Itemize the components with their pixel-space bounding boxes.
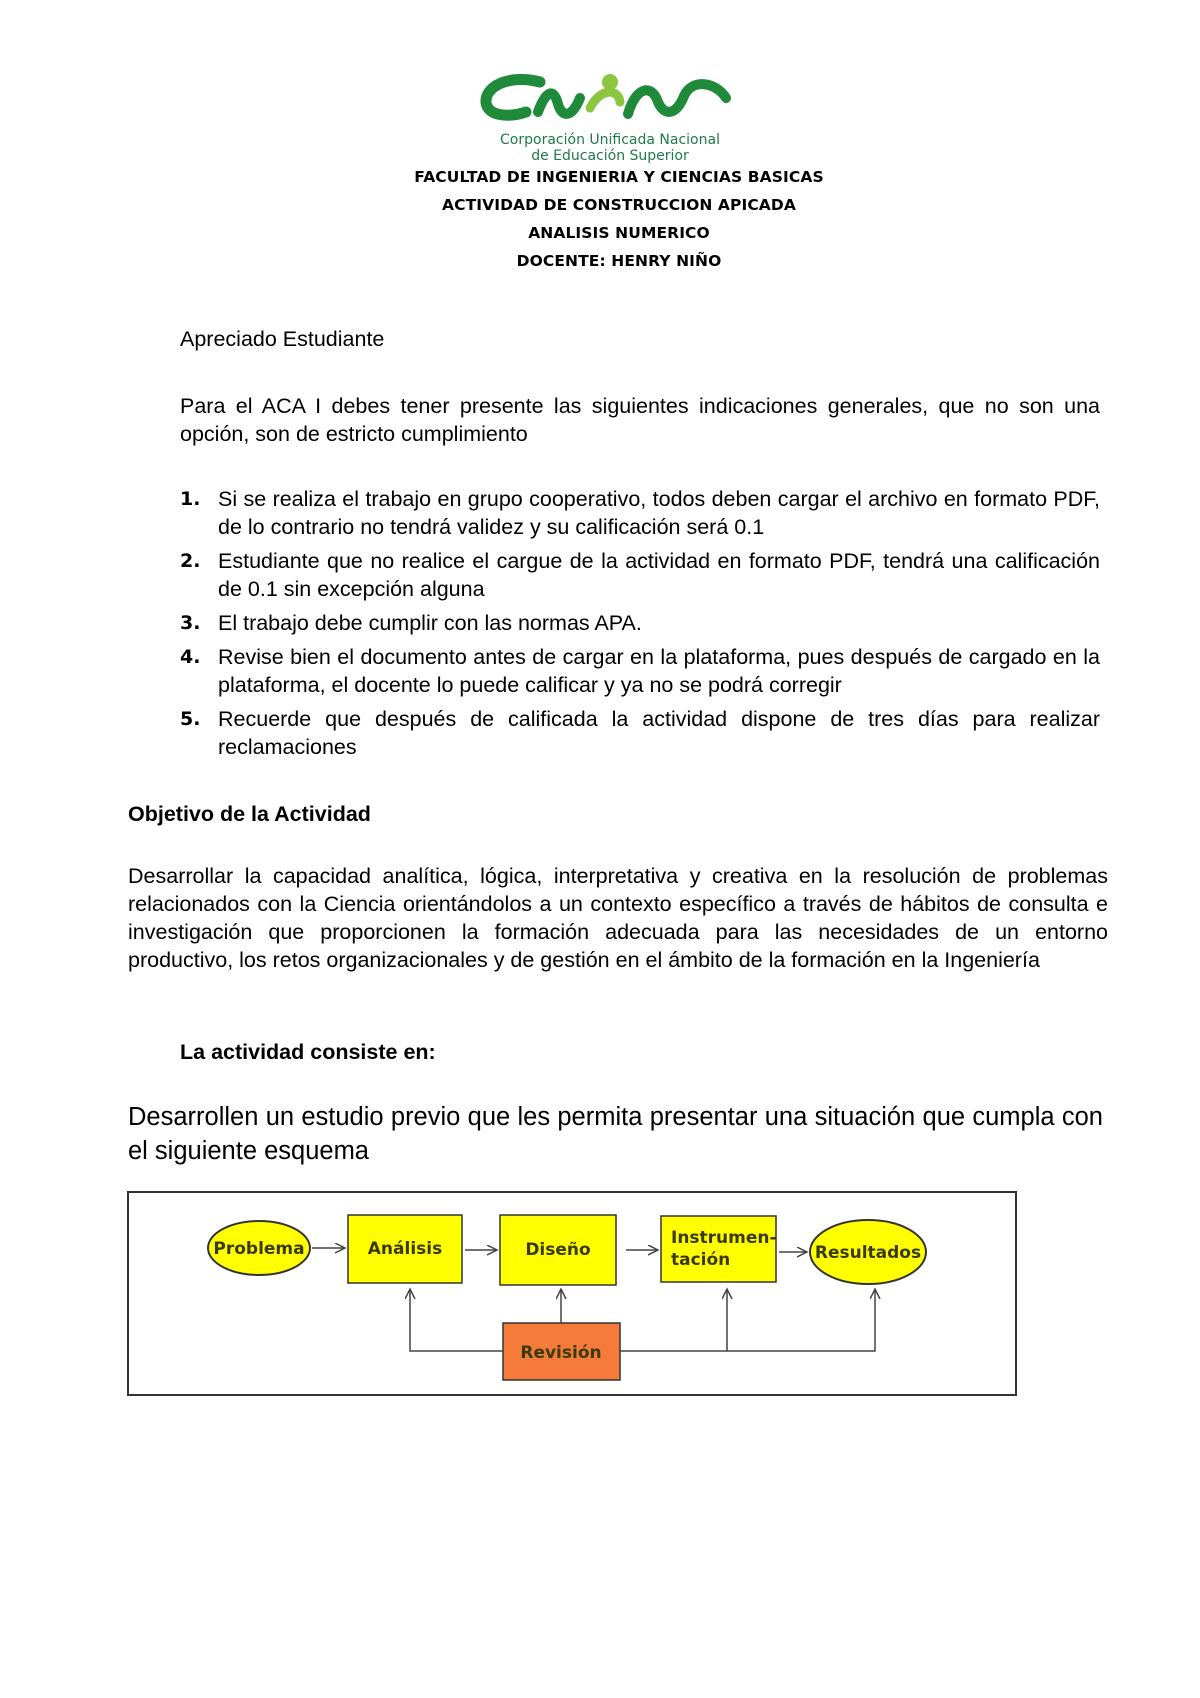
node-problema-label: Problema [213,1239,305,1259]
activity-paragraph: Desarrollen un estudio previo que les permita presentar una situación que cumpla con el siguiente esquema [128,1103,1103,1165]
node-analisis-label: Análisis [367,1239,443,1259]
list-item: 1. Si se realiza el trabajo en grupo cooperativo, todos deben cargar el archivo en formato PDF, de lo contrario no tendrá validez y su calificación será 0.1 [180,487,1100,539]
list-item: 5. Recuerde que después de calificada la actividad dispone de tres días para realizar reclamaciones [180,707,1100,759]
list-item: 4. Revise bien el documento antes de cargar en la plataforma, pues después de cargado en la plataforma, el docente lo puede calificar y ya no se podrá corregir [180,645,1100,697]
node-diseno-label: Diseño [525,1240,591,1260]
activity-heading: La actividad consiste en: [180,1040,436,1064]
teacher-name: DOCENTE: HENRY NIÑO [516,252,722,270]
intro-paragraph: Para el ACA I debes tener presente las siguientes indicaciones generales, que no son una opción, son de estricto cumplimiento [180,394,1100,446]
objective-heading: Objetivo de la Actividad [128,802,371,826]
logo-tagline-1: Corporación Unificada Nacional [500,132,720,148]
rules-list [180,485,1100,767]
logo-tagline-2: de Educación Superior [531,148,689,164]
cun-logo [480,68,740,164]
greeting: Apreciado Estudiante [180,327,385,351]
process-diagram-svg [129,1193,1015,1394]
list-item: 2. Estudiante que no realice el cargue de la actividad en formato PDF, tendrá una calificación de 0.1 sin excepción alguna [180,549,1100,601]
arrow-revision-instrumentacion [620,1289,727,1351]
objective-paragraph: Desarrollar la capacidad analítica, lógica, interpretativa y creativa en la resolución de problemas relacionados con la Ciencia orientándolos a un contexto específico a través de hábitos de consulta e investigación que proporcionen la formación adecuada para las necesidades de un entorno productivo, los retos organizacionales y de gestión en el ámbito de la formación en la Ingeniería [128,864,1108,972]
node-instrumentacion-label-2: tación [671,1250,731,1270]
arrow-revision-resultados [727,1289,875,1351]
process-diagram [127,1191,1017,1396]
node-resultados-label: Resultados [814,1243,922,1263]
list-item: 3. El trabajo debe cumplir con las normas APA. [180,611,642,635]
activity-title: ACTIVIDAD DE CONSTRUCCION APICADA [442,196,796,214]
course-title: ANALISIS NUMERICO [528,224,710,242]
node-revision-label: Revisión [520,1343,602,1363]
cun-wordmark-icon [480,68,740,128]
arrow-revision-analisis [410,1289,503,1351]
node-instrumentacion [661,1216,776,1282]
node-instrumentacion-label-1: Instrumen- [671,1228,777,1248]
faculty-title: FACULTAD DE INGENIERIA Y CIENCIAS BASICAS [414,168,824,186]
